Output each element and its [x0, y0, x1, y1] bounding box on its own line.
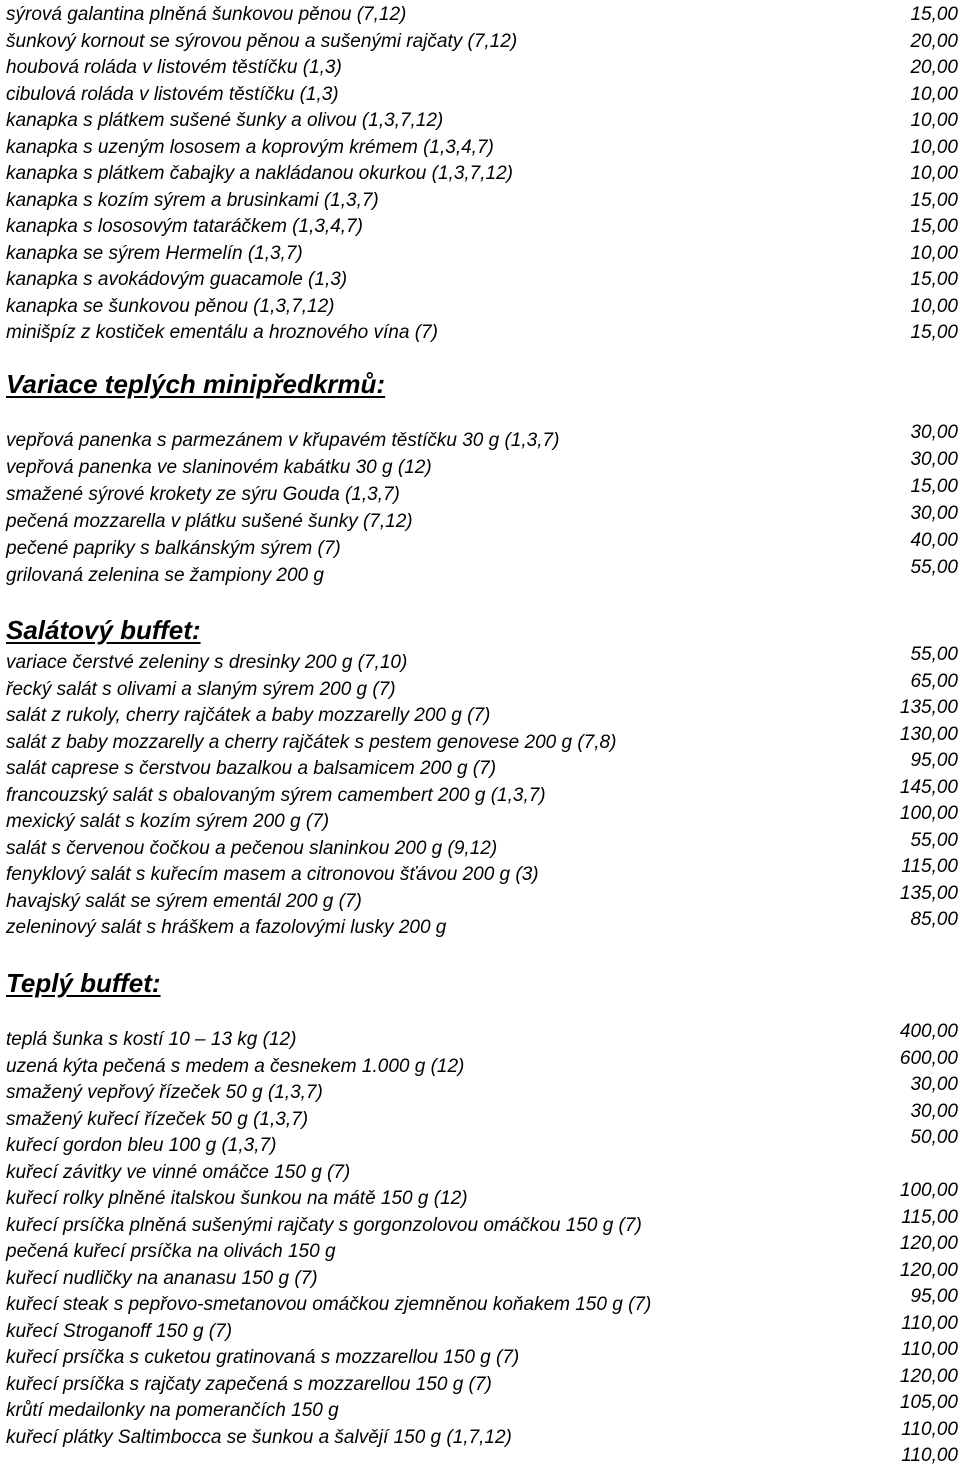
item-price: 135,00 [899, 882, 958, 904]
menu-item [6, 697, 958, 727]
item-name: kuřecí Stroganoff 150 g (7) [6, 1320, 233, 1342]
item-price: 110,00 [901, 1312, 958, 1334]
menu-item [6, 476, 958, 506]
item-price: 15,00 [910, 216, 958, 237]
item-price: 30,00 [910, 449, 958, 470]
menu-item [6, 1392, 958, 1422]
menu-item [6, 1233, 958, 1263]
item-name: pečené papriky s balkánským sýrem (7) [6, 538, 341, 559]
item-price: 15,00 [910, 322, 958, 343]
item-price: 10,00 [910, 163, 958, 184]
section-heading: Variace teplých minipředkrmů: [6, 369, 386, 399]
item-name: kuřecí rolky plněné italskou šunkou na mátě 150 g (12) [6, 1188, 468, 1209]
item-name: vepřová panenka ve slaninovém kabátku 30 g (12) [6, 457, 432, 478]
item-price: 10,00 [910, 83, 958, 105]
menu-item [6, 856, 958, 886]
item-price: 135,00 [899, 697, 958, 718]
item-price: 10,00 [910, 242, 958, 264]
item-name: kanapka s avokádovým guacamole (1,3) [6, 269, 348, 290]
menu-item [6, 803, 958, 833]
item-name: variace čerstvé zeleniny s dresinky 200 g (7,10) [6, 652, 408, 673]
menu-item [6, 106, 958, 132]
item-name: salát caprese s čerstvou bazalkou a balsamicem 200 g (7) [6, 758, 497, 779]
item-name: salát z rukoly, cherry rajčátek a baby mozzarelly 200 g (7) [6, 705, 491, 726]
item-name: minišpíz z kostiček ementálu a hroznového vína (7) [6, 322, 438, 343]
item-price: 110,00 [901, 1418, 958, 1440]
item-name: cibulová roláda v listovém těstíčku (1,3) [6, 83, 339, 105]
item-name: teplá šunka s kostí 10 – 13 kg (12) [6, 1029, 297, 1050]
menu-item [6, 1074, 958, 1104]
item-name: grilovaná zelenina se žampiony 200 g [6, 565, 324, 586]
menu-item [6, 1206, 958, 1237]
item-price: 110,00 [901, 1339, 958, 1360]
item-price: 50,00 [910, 1127, 958, 1148]
item-name: havajský salát se sýrem ementál 200 g (7) [6, 890, 362, 912]
menu-item [6, 750, 958, 780]
menu-item [6, 1021, 958, 1051]
menu-item [6, 1259, 958, 1290]
item-price: 10,00 [910, 295, 958, 317]
menu-item [6, 0, 958, 26]
item-price: 110,00 [901, 1445, 958, 1466]
item-name: smažené sýrové krokety ze sýru Gouda (1,3,7) [6, 484, 400, 505]
menu-item [6, 1100, 958, 1131]
item-price: 95,00 [910, 1286, 958, 1307]
item-price: 85,00 [910, 909, 958, 930]
menu-item [6, 27, 958, 53]
menu-item [6, 1127, 958, 1157]
menu-item [6, 670, 958, 701]
item-name: kuřecí plátky Saltimbocca se šunkou a šalvějí 150 g (1,7,12) [6, 1426, 512, 1448]
menu-item [6, 449, 958, 479]
item-price: 115,00 [901, 1206, 958, 1228]
item-name: zeleninový salát s hráškem a fazolovými lusky 200 g [6, 917, 447, 938]
item-name: houbová roláda v listovém těstíčku (1,3) [6, 57, 342, 78]
item-price: 30,00 [910, 1074, 958, 1095]
menu-item [6, 133, 958, 159]
item-name: pečená kuřecí prsíčka na olivách 150 g [6, 1241, 336, 1262]
menu-item [6, 159, 958, 185]
item-name: pečená mozzarella v plátku sušené šunky (7,12) [6, 511, 413, 532]
menu-item [6, 239, 958, 265]
item-name: francouzský salát s obalovaným sýrem camembert 200 g (1,3,7) [6, 784, 546, 806]
menu-item [6, 1339, 958, 1369]
menu-item [6, 776, 958, 807]
menu-item [6, 1180, 958, 1210]
item-name: kanapka se sýrem Hermelín (1,3,7) [6, 242, 303, 264]
item-price: 55,00 [910, 557, 958, 578]
item-price: 15,00 [910, 189, 958, 211]
item-name: kanapka se šunkovou pěnou (1,3,7,12) [6, 295, 335, 317]
item-price: 55,00 [910, 829, 958, 851]
item-price: 100,00 [899, 1180, 958, 1201]
item-price: 55,00 [910, 644, 958, 665]
item-name: salát s červenou čočkou a pečenou slaninkou 200 g (9,12) [6, 837, 498, 859]
item-price: 15,00 [910, 476, 958, 497]
item-name: krůtí medailonky na pomerančích 150 g [6, 1400, 339, 1421]
item-price: 115,00 [901, 856, 958, 877]
menu-item [6, 212, 958, 238]
item-name: kuřecí prsíčka s rajčaty zapečená s mozzarellou 150 g (7) [6, 1373, 492, 1395]
item-name: sýrová galantina plněná šunkovou pěnou (7,12) [6, 4, 407, 25]
item-name: šunkový kornout se sýrovou pěnou a sušenými rajčaty (7,12) [6, 30, 518, 52]
item-name: smažený kuřecí řízeček 50 g (1,3,7) [6, 1108, 309, 1130]
section-heading: Salátový buffet: [6, 615, 201, 645]
item-price: 120,00 [899, 1365, 958, 1387]
item-name: kanapka s lososovým tataráčkem (1,3,4,7) [6, 216, 363, 237]
item-price: 40,00 [910, 530, 958, 551]
menu-item [6, 1418, 958, 1449]
item-price: 10,00 [910, 136, 958, 158]
item-price: 95,00 [910, 750, 958, 771]
menu-item [6, 530, 958, 560]
section-heading: Teplý buffet: [6, 968, 161, 998]
item-price: 120,00 [899, 1259, 958, 1281]
item-name: salát z baby mozzarelly a cherry rajčátek s pestem genovese 200 g (7,8) [6, 731, 617, 753]
menu-item [6, 1365, 958, 1396]
item-name: mexický salát s kozím sýrem 200 g (7) [6, 811, 330, 832]
item-name: vepřová panenka s parmezánem v křupavém těstíčku 30 g (1,3,7) [6, 430, 560, 451]
menu-item [6, 1445, 958, 1475]
menu-item [6, 292, 958, 318]
item-name: kuřecí prsíčka plněná sušenými rajčaty s gorgonzolovou omáčkou 150 g (7) [6, 1214, 642, 1236]
menu-item [6, 909, 958, 939]
item-price: 105,00 [899, 1392, 958, 1413]
menu-item [6, 557, 958, 587]
menu-item [6, 422, 958, 452]
item-price: 30,00 [910, 1100, 958, 1122]
item-price: 65,00 [910, 670, 958, 692]
item-price: 30,00 [910, 503, 958, 524]
item-name: smažený vepřový řízeček 50 g (1,3,7) [6, 1082, 323, 1103]
menu-item [6, 1286, 958, 1316]
item-name: kuřecí gordon bleu 100 g (1,3,7) [6, 1135, 277, 1156]
item-price: 20,00 [910, 57, 958, 78]
menu-item [6, 53, 958, 79]
menu-item [6, 1158, 958, 1184]
item-name: uzená kýta pečená s medem a česnekem 1.000 g (12) [6, 1055, 465, 1077]
menu-item [6, 265, 958, 291]
menu-item [6, 318, 958, 344]
item-price: 15,00 [910, 4, 958, 25]
item-price: 400,00 [899, 1021, 958, 1042]
menu-item [6, 80, 958, 106]
item-price: 100,00 [899, 803, 958, 824]
item-name: řecký salát s olivami a slaným sýrem 200 g (7) [6, 678, 396, 700]
item-name: kanapka s uzeným lososem a koprovým krémem (1,3,4,7) [6, 136, 494, 158]
item-name: kanapka s plátkem čabajky a nakládanou okurkou (1,3,7,12) [6, 163, 513, 184]
menu-item [6, 503, 958, 533]
item-price: 130,00 [899, 723, 958, 745]
item-name: kuřecí steak s pepřovo-smetanovou omáčkou zjemněnou koňakem 150 g (7) [6, 1294, 652, 1315]
item-price: 30,00 [910, 422, 958, 443]
menu-item [6, 723, 958, 754]
item-name: kuřecí nudličky na ananasu 150 g (7) [6, 1267, 318, 1289]
item-name: kuřecí závitky ve vinné omáčce 150 g (7) [6, 1161, 351, 1183]
item-price: 20,00 [910, 30, 958, 52]
item-name: fenyklový salát s kuřecím masem a citronovou šťávou 200 g (3) [6, 864, 539, 885]
item-price: 10,00 [910, 110, 958, 131]
menu-item [6, 644, 958, 674]
item-price: 145,00 [899, 776, 958, 798]
menu-item [6, 1312, 958, 1343]
item-name: kanapka s plátkem sušené šunky a olivou (1,3,7,12) [6, 110, 444, 131]
menu-item [6, 882, 958, 913]
item-name: kanapka s kozím sýrem a brusinkami (1,3,7) [6, 189, 379, 211]
item-name: kuřecí prsíčka s cuketou gratinovaná s mozzarellou 150 g (7) [6, 1347, 520, 1368]
menu-item [6, 1047, 958, 1078]
menu-item [6, 186, 958, 212]
item-price: 120,00 [899, 1233, 958, 1254]
menu-item [6, 829, 958, 860]
item-price: 15,00 [910, 269, 958, 290]
item-price: 600,00 [899, 1047, 958, 1069]
